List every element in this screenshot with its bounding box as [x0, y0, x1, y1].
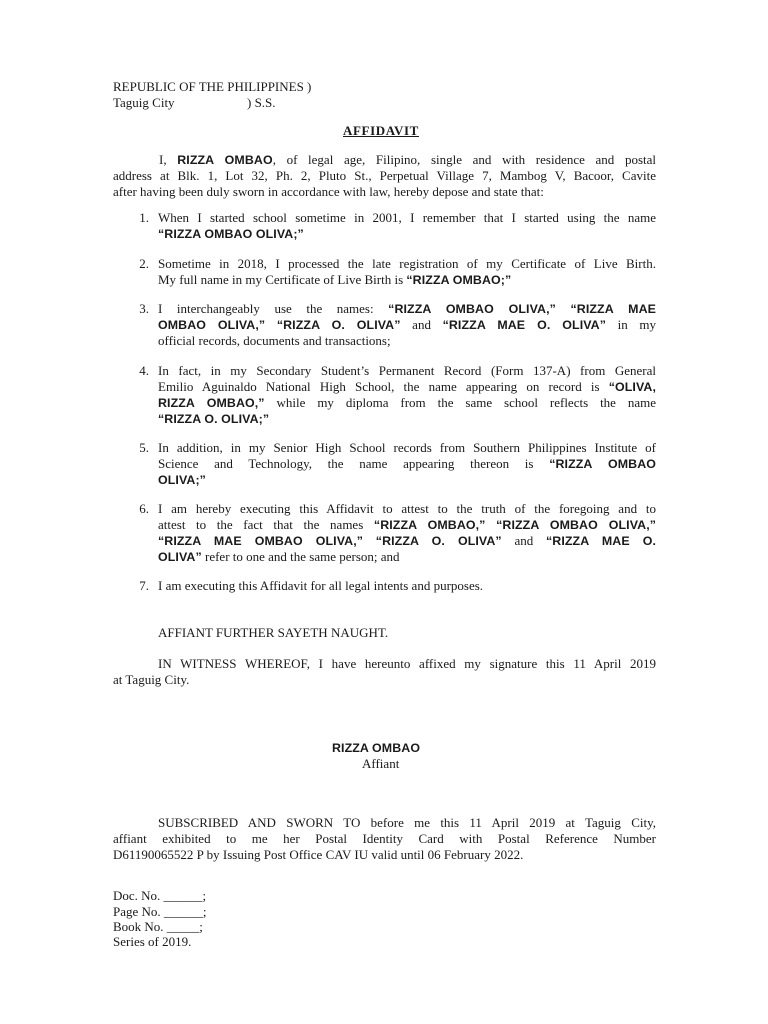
ss-caption: ) S.S.	[247, 95, 276, 110]
item-2-number: 2.	[139, 256, 149, 271]
item-7-number: 7.	[139, 578, 149, 593]
item-1-line-1: When I started school sometime in 2001, I remember that I started using the name	[158, 210, 656, 225]
jurat-line-1: SUBSCRIBED AND SWORN TO before me this 11 April 2019 at Taguig City,	[158, 815, 656, 830]
intro-line-1: I, RIZZA OMBAO, of legal age, Filipino, single and with residence and postal	[159, 152, 656, 167]
item-7-line-1: I am executing this Affidavit for all legal intents and purposes.	[158, 578, 484, 593]
item-3-line-1: I interchangeably use the names: “RIZZA OMBAO OLIVA,” “RIZZA MAE	[158, 301, 656, 316]
republic-caption: REPUBLIC OF THE PHILIPPINES )	[113, 79, 312, 94]
item-5-number: 5.	[139, 440, 149, 455]
page-number: Page No. ______;	[113, 904, 207, 919]
item-4-line-1: In fact, in my Secondary Student’s Permanent Record (Form 137-A) from General	[158, 363, 656, 378]
item-4-number: 4.	[139, 363, 149, 378]
item-1-number: 1.	[139, 210, 149, 225]
item-4-line-2: Emilio Aguinaldo National High School, the name appearing on record is “OLIVA,	[158, 379, 656, 394]
item-4-line-3: RIZZA OMBAO,” while my diploma from the same school reflects the name	[158, 395, 657, 410]
doc-number: Doc. No. ______;	[113, 888, 207, 903]
intro-line-3: after having been duly sworn in accordance with law, hereby depose and state that:	[113, 184, 544, 199]
series-year: Series of 2019.	[113, 934, 192, 949]
item-6-number: 6.	[139, 501, 149, 516]
intro-line-2: address at Blk. 1, Lot 32, Ph. 2, Pluto St., Perpetual Village 7, Mambog V, Bacoor, Cavite	[113, 168, 656, 183]
item-3-line-3: official records, documents and transactions;	[158, 333, 391, 348]
item-6-line-3: “RIZZA MAE OMBAO OLIVA,” “RIZZA O. OLIVA” and “RIZZA MAE O.	[158, 533, 657, 548]
item-2-line-1: Sometime in 2018, I processed the late registration of my Certificate of Live Birth.	[158, 256, 656, 271]
witness-line-1: IN WITNESS WHEREOF, I have hereunto affixed my signature this 11 April 2019	[158, 656, 656, 671]
item-6-line-2: attest to the fact that the names “RIZZA OMBAO,” “RIZZA OMBAO OLIVA,”	[158, 517, 657, 532]
item-6-line-4: OLIVA” refer to one and the same person; and	[158, 549, 400, 564]
item-1-name: “RIZZA OMBAO OLIVA;”	[158, 227, 304, 241]
witness-line-2: at Taguig City.	[113, 672, 190, 687]
book-number: Book No. _____;	[113, 919, 203, 934]
item-5-line-2: Science and Technology, the name appearing thereon is “RIZZA OMBAO	[158, 456, 656, 471]
signatory-name: RIZZA OMBAO	[332, 741, 421, 755]
jurat-line-2: affiant exhibited to me her Postal Identity Card with Postal Reference Number	[113, 831, 656, 846]
jurat-line-3: D61190065522 P by Issuing Post Office CAV IU valid until 06 February 2022.	[113, 847, 524, 862]
further-sayeth: AFFIANT FURTHER SAYETH NAUGHT.	[158, 625, 389, 640]
item-6-line-1: I am hereby executing this Affidavit to attest to the truth of the foregoing and to	[158, 501, 656, 516]
item-5-line-3: OLIVA;”	[158, 473, 206, 487]
item-3-number: 3.	[139, 301, 149, 316]
document-title: AFFIDAVIT	[343, 123, 419, 138]
affiant-name: RIZZA OMBAO	[177, 153, 273, 167]
city-caption: Taguig City	[113, 95, 175, 110]
item-4-line-4: “RIZZA O. OLIVA;”	[158, 412, 270, 426]
item-2-line-2: My full name in my Certificate of Live Birth is “RIZZA OMBAO;”	[158, 272, 512, 287]
signatory-role: Affiant	[362, 756, 400, 771]
item-5-line-1: In addition, in my Senior High School records from Southern Philippines Institute of	[158, 440, 656, 455]
item-3-line-2: OMBAO OLIVA,” “RIZZA O. OLIVA” and “RIZZA MAE O. OLIVA” in my	[158, 317, 657, 332]
